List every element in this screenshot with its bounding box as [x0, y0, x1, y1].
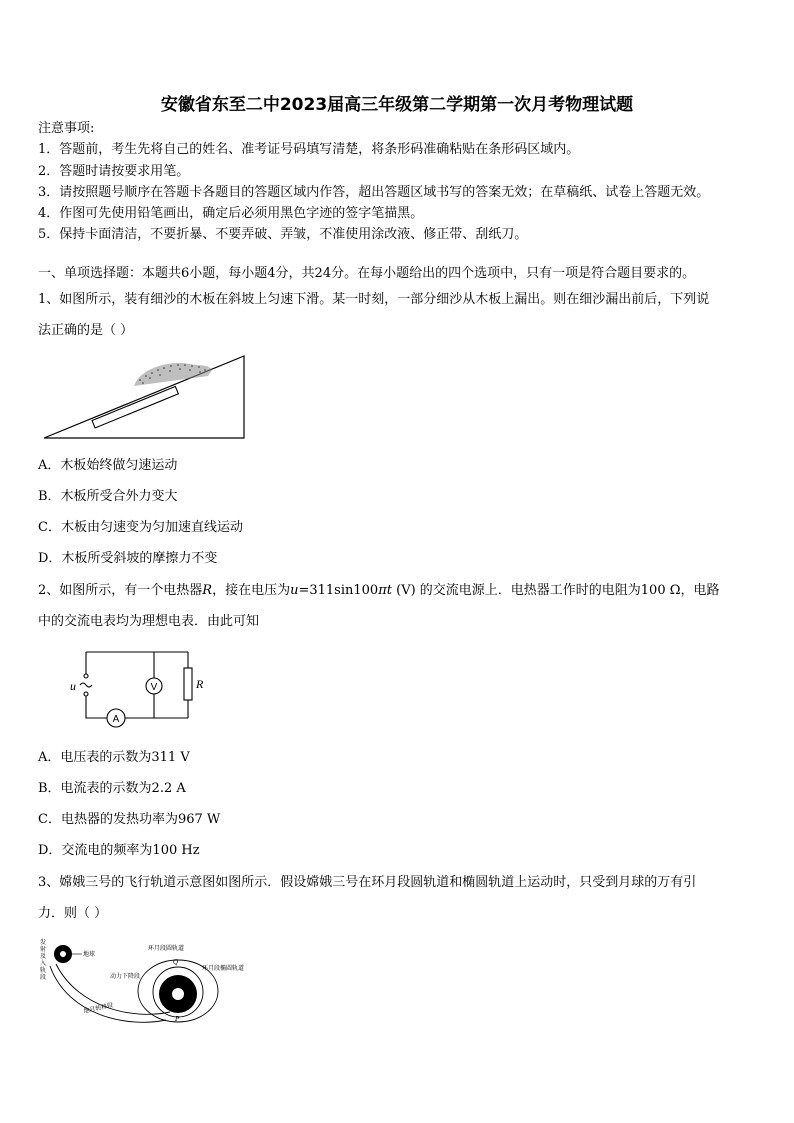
notice-heading: 注意事项: — [38, 121, 95, 136]
q3-orbit-figure — [38, 936, 278, 1036]
q2-stem-u: u — [290, 583, 299, 598]
q2-stem-c: =311sin100 — [298, 583, 379, 598]
point-q-label: Q — [173, 958, 179, 966]
ac-tilde-icon — [80, 683, 92, 687]
q2-stem-b: ，接在电压为 — [212, 583, 291, 598]
notice-item-3: 3．请按照题号顺序在答题卡各题目的答题区域内作答，超出答题区域书写的答案无效；在草稿纸、试卷上答题无效。 — [38, 185, 710, 200]
launch-char-6: 段 — [40, 974, 47, 981]
ammeter-label: A — [112, 714, 120, 725]
earth-core — [60, 951, 66, 957]
resistor-symbol — [184, 668, 192, 700]
transfer-label: 地月转移段 — [82, 1001, 114, 1015]
earth-label: 地球 — [83, 951, 96, 958]
sand-pile — [134, 363, 212, 386]
moon-label: 月球 — [175, 1001, 188, 1008]
moon-core — [172, 988, 184, 1000]
q1-option-c: C．木板由匀速变为匀加速直线运动 — [38, 520, 243, 535]
wooden-board — [92, 386, 178, 428]
elliptical-orbit-label: 环月段椭圆轨道 — [202, 965, 245, 972]
q1-stem-line2: 法正确的是（ ） — [38, 323, 134, 338]
circular-orbit-label: 环月段圆轨道 — [148, 945, 185, 952]
wire-left-bottom — [86, 696, 107, 718]
q1-stem-line1: 1、如图所示，装有细沙的木板在斜坡上匀速下滑。某一时刻，一部分细沙从木板上漏出。则在细沙漏出前后，下列说 — [38, 292, 710, 307]
q2-stem-R: R — [202, 583, 213, 598]
point-p-label: P — [175, 1015, 180, 1023]
notice-item-5: 5．保持卡面清洁，不要折暴、不要弄破、弄皱，不准使用涂改液、修正带、刮纸刀。 — [38, 227, 528, 242]
terminal-top — [84, 674, 88, 678]
voltmeter-label: V — [150, 682, 158, 693]
launch-char-3: 及 — [40, 953, 47, 960]
source-label: u — [70, 679, 76, 693]
notice-item-4: 4．作图可先使用铅笔画出，确定后必须用黑色字迹的签字笔描黑。 — [38, 206, 424, 221]
incline-slope — [44, 356, 244, 438]
q2-option-a: A．电压表的示数为311 V — [38, 750, 190, 765]
q2-circuit-figure — [60, 644, 220, 734]
q2-option-c: C．电热器的发热功率为967 W — [38, 812, 221, 827]
q1-option-d: D．木板所受斜坡的摩擦力不变 — [38, 551, 218, 566]
resistor-label: R — [196, 677, 204, 691]
q2-stem-a: 2、如图所示，有一个电热器 — [38, 583, 203, 598]
launch-char-5: 轨 — [40, 967, 47, 974]
q3-stem-line1: 3、嫦娥三号的飞行轨道示意图如图所示．假设嫦娥三号在环月段圆轨道和椭圆轨道上运动时，只受到月球的万有引 — [38, 875, 697, 890]
powered-descent-label: 动力下降段 — [110, 973, 141, 980]
section-heading: 一、单项选择题：本题共6小题，每小题4分，共24分。在每小题给出的四个选项中，只有一项是符合题目要求的。 — [38, 266, 696, 281]
notice-item-2: 2．答题时请按要求用笔。 — [38, 164, 190, 179]
launch-char-2: 射 — [40, 946, 47, 953]
q3-stem-line2: 力．则（ ） — [38, 906, 108, 921]
q2-stem-d: (V) 的交流电源上．电热器工作时的电阻为100 Ω，电路 — [391, 583, 720, 598]
q1-option-b: B．木板所受合外力变大 — [38, 489, 178, 504]
q2-option-b: B．电流表的示数为2.2 A — [38, 781, 186, 796]
notice-item-1: 1．答题前，考生先将自己的姓名、准考证号码填写清楚，将条形码准确粘贴在条形码区域内。 — [38, 142, 580, 157]
q2-stem-pt: πt — [378, 583, 392, 598]
launch-char-4: 入 — [40, 960, 47, 967]
q2-stem-line2: 中的交流电表均为理想电表．由此可知 — [38, 614, 260, 629]
q1-incline-figure — [40, 352, 250, 442]
exam-title: 安徽省东至二中2023届高三年级第二学期第一次月考物理试题 — [160, 95, 634, 115]
q1-option-a: A．木板始终做匀速运动 — [38, 458, 178, 473]
launch-char-1: 发 — [40, 939, 47, 946]
transfer-orbit-outer — [50, 966, 166, 1022]
terminal-bottom — [84, 692, 88, 696]
q2-stem-line1 — [38, 583, 720, 599]
q2-option-d: D．交流电的频率为100 Hz — [38, 843, 200, 858]
